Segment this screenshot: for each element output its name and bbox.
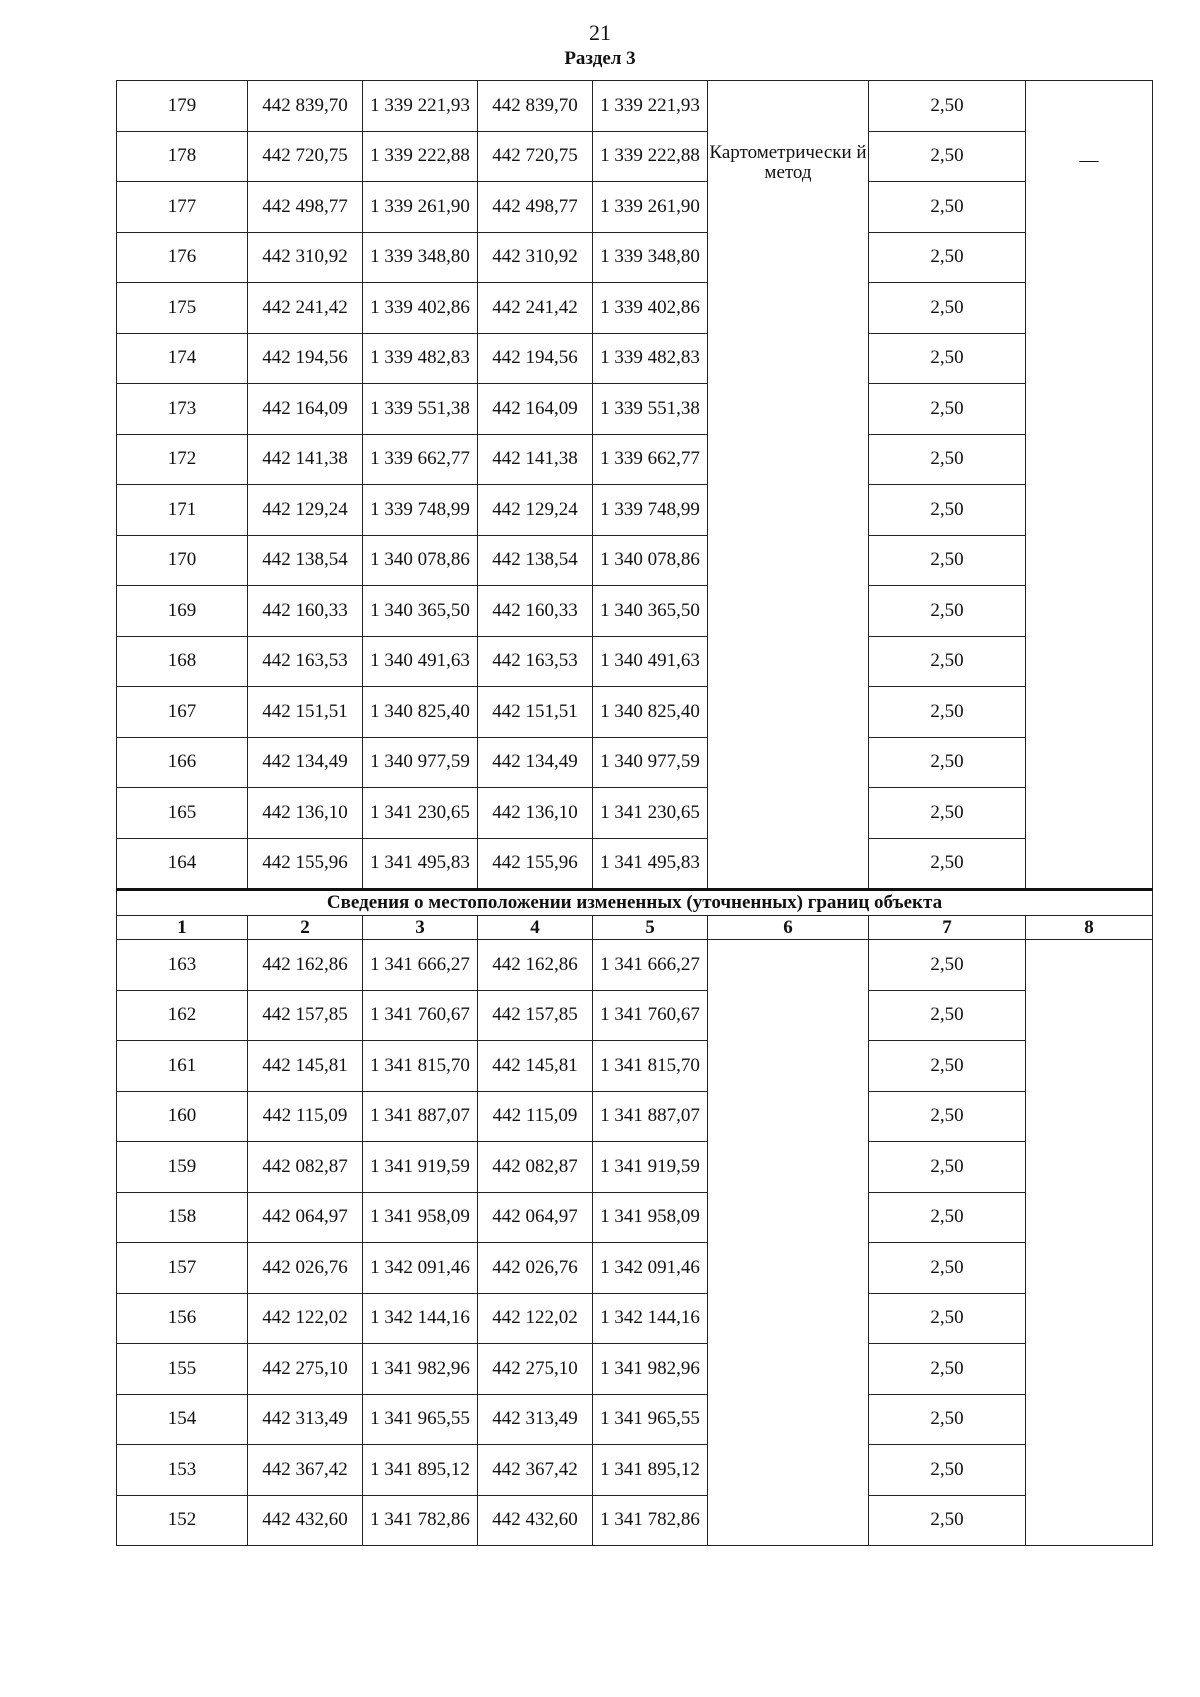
y-new-cell: 1 341 815,70 (593, 1041, 708, 1092)
x-old-cell: 442 064,97 (248, 1192, 363, 1243)
y-old-cell: 1 339 402,86 (363, 283, 478, 334)
accuracy-cell: 2,50 (869, 687, 1026, 738)
point-number-cell: 156 (117, 1293, 248, 1344)
accuracy-cell: 2,50 (869, 434, 1026, 485)
y-old-cell: 1 341 887,07 (363, 1091, 478, 1142)
caption-row (117, 890, 1153, 916)
section-title: Раздел 3 (564, 48, 636, 69)
y-old-cell: 1 339 222,88 (363, 131, 478, 182)
x-old-cell: 442 241,42 (248, 283, 363, 334)
table-row (117, 1142, 1153, 1193)
point-number-cell: 169 (117, 586, 248, 637)
table-row (117, 636, 1153, 687)
y-old-cell: 1 342 091,46 (363, 1243, 478, 1294)
y-old-cell: 1 341 666,27 (363, 940, 478, 991)
x-old-cell: 442 432,60 (248, 1495, 363, 1546)
y-old-cell: 1 341 895,12 (363, 1445, 478, 1496)
y-new-cell: 1 339 221,93 (593, 81, 708, 132)
table-row (117, 1445, 1153, 1496)
y-new-cell: 1 341 895,12 (593, 1445, 708, 1496)
point-number-cell: 162 (117, 990, 248, 1041)
y-old-cell: 1 340 078,86 (363, 535, 478, 586)
table-row (117, 788, 1153, 839)
accuracy-cell: 2,50 (869, 485, 1026, 536)
table-row (117, 1243, 1153, 1294)
point-number-cell: 158 (117, 1192, 248, 1243)
table-row (117, 1041, 1153, 1092)
y-new-cell: 1 342 144,16 (593, 1293, 708, 1344)
point-number-cell: 165 (117, 788, 248, 839)
point-number-cell: 170 (117, 535, 248, 586)
accuracy-cell: 2,50 (869, 535, 1026, 586)
x-new-cell: 442 313,49 (478, 1394, 593, 1445)
y-old-cell: 1 341 958,09 (363, 1192, 478, 1243)
x-old-cell: 442 367,42 (248, 1445, 363, 1496)
x-old-cell: 442 498,77 (248, 182, 363, 233)
x-old-cell: 442 151,51 (248, 687, 363, 738)
y-old-cell: 1 341 982,96 (363, 1344, 478, 1395)
accuracy-cell: 2,50 (869, 737, 1026, 788)
accuracy-cell: 2,50 (869, 1243, 1026, 1294)
top-rows (117, 81, 1153, 890)
table-row (117, 535, 1153, 586)
x-new-cell: 442 194,56 (478, 333, 593, 384)
y-new-cell: 1 341 230,65 (593, 788, 708, 839)
x-new-cell: 442 145,81 (478, 1041, 593, 1092)
point-number-cell: 178 (117, 131, 248, 182)
accuracy-cell: 2,50 (869, 1495, 1026, 1546)
table-row (117, 333, 1153, 384)
table-row (117, 586, 1153, 637)
x-old-cell: 442 134,49 (248, 737, 363, 788)
accuracy-cell: 2,50 (869, 990, 1026, 1041)
y-new-cell: 1 341 495,83 (593, 838, 708, 890)
accuracy-cell: 2,50 (869, 333, 1026, 384)
accuracy-cell: 2,50 (869, 940, 1026, 991)
column-number-row (117, 916, 1153, 940)
method-cell: Картометрически й метод (708, 81, 869, 890)
accuracy-cell: 2,50 (869, 1142, 1026, 1193)
x-new-cell: 442 136,10 (478, 788, 593, 839)
point-number-cell: 153 (117, 1445, 248, 1496)
y-new-cell: 1 341 782,86 (593, 1495, 708, 1546)
bottom-rows (117, 940, 1153, 1546)
column-number: 6 (708, 916, 869, 940)
y-old-cell: 1 341 815,70 (363, 1041, 478, 1092)
y-old-cell: 1 341 230,65 (363, 788, 478, 839)
description-cell-empty (1026, 940, 1153, 1546)
table-row (117, 990, 1153, 1041)
y-old-cell: 1 339 748,99 (363, 485, 478, 536)
point-number-cell: 177 (117, 182, 248, 233)
accuracy-cell: 2,50 (869, 1445, 1026, 1496)
y-new-cell: 1 341 666,27 (593, 940, 708, 991)
caption-section (117, 890, 1153, 940)
point-number-cell: 171 (117, 485, 248, 536)
y-old-cell: 1 339 662,77 (363, 434, 478, 485)
x-new-cell: 442 310,92 (478, 232, 593, 283)
table-row (117, 737, 1153, 788)
y-new-cell: 1 340 078,86 (593, 535, 708, 586)
y-new-cell: 1 341 965,55 (593, 1394, 708, 1445)
table-caption: Сведения о местоположении измененных (уточненных) границ объекта (117, 890, 1153, 916)
x-new-cell: 442 134,49 (478, 737, 593, 788)
description-cell: — (1026, 81, 1153, 890)
y-new-cell: 1 341 919,59 (593, 1142, 708, 1193)
y-new-cell: 1 340 977,59 (593, 737, 708, 788)
y-new-cell: 1 341 982,96 (593, 1344, 708, 1395)
table-row (117, 1344, 1153, 1395)
accuracy-cell: 2,50 (869, 1192, 1026, 1243)
accuracy-cell: 2,50 (869, 283, 1026, 334)
table-row (117, 687, 1153, 738)
accuracy-cell: 2,50 (869, 838, 1026, 890)
y-new-cell: 1 341 760,67 (593, 990, 708, 1041)
x-old-cell: 442 141,38 (248, 434, 363, 485)
x-old-cell: 442 145,81 (248, 1041, 363, 1092)
y-new-cell: 1 339 662,77 (593, 434, 708, 485)
point-number-cell: 167 (117, 687, 248, 738)
point-number-cell: 154 (117, 1394, 248, 1445)
point-number-cell: 175 (117, 283, 248, 334)
table-row (117, 81, 1153, 132)
y-old-cell: 1 340 825,40 (363, 687, 478, 738)
column-number: 2 (248, 916, 363, 940)
y-old-cell: 1 341 760,67 (363, 990, 478, 1041)
column-number: 8 (1026, 916, 1153, 940)
y-new-cell: 1 340 825,40 (593, 687, 708, 738)
y-old-cell: 1 340 491,63 (363, 636, 478, 687)
point-number-cell: 168 (117, 636, 248, 687)
y-old-cell: 1 339 482,83 (363, 333, 478, 384)
x-new-cell: 442 367,42 (478, 1445, 593, 1496)
table-row (117, 1394, 1153, 1445)
accuracy-cell: 2,50 (869, 232, 1026, 283)
y-new-cell: 1 341 958,09 (593, 1192, 708, 1243)
table-row (117, 1192, 1153, 1243)
y-old-cell: 1 339 261,90 (363, 182, 478, 233)
x-new-cell: 442 026,76 (478, 1243, 593, 1294)
y-new-cell: 1 339 261,90 (593, 182, 708, 233)
y-new-cell: 1 340 491,63 (593, 636, 708, 687)
table-row (117, 1293, 1153, 1344)
y-new-cell: 1 340 365,50 (593, 586, 708, 637)
y-old-cell: 1 341 919,59 (363, 1142, 478, 1193)
x-old-cell: 442 122,02 (248, 1293, 363, 1344)
accuracy-cell: 2,50 (869, 586, 1026, 637)
y-old-cell: 1 341 495,83 (363, 838, 478, 890)
y-new-cell: 1 339 482,83 (593, 333, 708, 384)
x-old-cell: 442 194,56 (248, 333, 363, 384)
accuracy-cell: 2,50 (869, 1091, 1026, 1142)
y-old-cell: 1 341 965,55 (363, 1394, 478, 1445)
x-old-cell: 442 138,54 (248, 535, 363, 586)
point-number-cell: 161 (117, 1041, 248, 1092)
point-number-cell: 172 (117, 434, 248, 485)
x-old-cell: 442 163,53 (248, 636, 363, 687)
table-row (117, 1495, 1153, 1546)
y-old-cell: 1 340 365,50 (363, 586, 478, 637)
point-number-cell: 157 (117, 1243, 248, 1294)
x-new-cell: 442 082,87 (478, 1142, 593, 1193)
accuracy-cell: 2,50 (869, 1394, 1026, 1445)
y-old-cell: 1 339 551,38 (363, 384, 478, 435)
x-new-cell: 442 432,60 (478, 1495, 593, 1546)
accuracy-cell: 2,50 (869, 788, 1026, 839)
y-old-cell: 1 339 221,93 (363, 81, 478, 132)
x-new-cell: 442 164,09 (478, 384, 593, 435)
point-number-cell: 166 (117, 737, 248, 788)
x-old-cell: 442 155,96 (248, 838, 363, 890)
y-new-cell: 1 339 748,99 (593, 485, 708, 536)
x-old-cell: 442 136,10 (248, 788, 363, 839)
y-old-cell: 1 342 144,16 (363, 1293, 478, 1344)
table-row (117, 283, 1153, 334)
accuracy-cell: 2,50 (869, 384, 1026, 435)
accuracy-cell: 2,50 (869, 182, 1026, 233)
x-old-cell: 442 026,76 (248, 1243, 363, 1294)
column-number: 5 (593, 916, 708, 940)
coordinates-table (116, 80, 1153, 1546)
x-new-cell: 442 241,42 (478, 283, 593, 334)
x-old-cell: 442 162,86 (248, 940, 363, 991)
column-number: 1 (117, 916, 248, 940)
y-old-cell: 1 341 782,86 (363, 1495, 478, 1546)
y-new-cell: 1 339 402,86 (593, 283, 708, 334)
x-new-cell: 442 155,96 (478, 838, 593, 890)
y-new-cell: 1 339 222,88 (593, 131, 708, 182)
x-old-cell: 442 157,85 (248, 990, 363, 1041)
y-new-cell: 1 339 551,38 (593, 384, 708, 435)
x-new-cell: 442 839,70 (478, 81, 593, 132)
table-row (117, 232, 1153, 283)
method-cell-empty (708, 940, 869, 1546)
x-new-cell: 442 129,24 (478, 485, 593, 536)
accuracy-cell: 2,50 (869, 1344, 1026, 1395)
x-old-cell: 442 115,09 (248, 1091, 363, 1142)
table-row (117, 182, 1153, 233)
x-new-cell: 442 151,51 (478, 687, 593, 738)
table-row (117, 1091, 1153, 1142)
point-number-cell: 152 (117, 1495, 248, 1546)
point-number-cell: 173 (117, 384, 248, 435)
accuracy-cell: 2,50 (869, 1041, 1026, 1092)
y-new-cell: 1 339 348,80 (593, 232, 708, 283)
x-old-cell: 442 164,09 (248, 384, 363, 435)
y-new-cell: 1 341 887,07 (593, 1091, 708, 1142)
y-old-cell: 1 340 977,59 (363, 737, 478, 788)
table-row (117, 838, 1153, 890)
point-number-cell: 159 (117, 1142, 248, 1193)
x-old-cell: 442 720,75 (248, 131, 363, 182)
x-new-cell: 442 115,09 (478, 1091, 593, 1142)
page-number: 21 (589, 20, 611, 45)
table-row (117, 434, 1153, 485)
point-number-cell: 176 (117, 232, 248, 283)
table-row (117, 131, 1153, 182)
accuracy-cell: 2,50 (869, 81, 1026, 132)
x-new-cell: 442 275,10 (478, 1344, 593, 1395)
accuracy-cell: 2,50 (869, 636, 1026, 687)
accuracy-cell: 2,50 (869, 1293, 1026, 1344)
column-number: 3 (363, 916, 478, 940)
x-old-cell: 442 082,87 (248, 1142, 363, 1193)
table-row (117, 384, 1153, 435)
column-number: 4 (478, 916, 593, 940)
column-number: 7 (869, 916, 1026, 940)
x-new-cell: 442 138,54 (478, 535, 593, 586)
x-old-cell: 442 160,33 (248, 586, 363, 637)
x-new-cell: 442 163,53 (478, 636, 593, 687)
point-number-cell: 155 (117, 1344, 248, 1395)
table-row (117, 485, 1153, 536)
point-number-cell: 174 (117, 333, 248, 384)
point-number-cell: 179 (117, 81, 248, 132)
y-new-cell: 1 342 091,46 (593, 1243, 708, 1294)
table-row (117, 940, 1153, 991)
x-new-cell: 442 064,97 (478, 1192, 593, 1243)
accuracy-cell: 2,50 (869, 131, 1026, 182)
point-number-cell: 160 (117, 1091, 248, 1142)
x-new-cell: 442 160,33 (478, 586, 593, 637)
point-number-cell: 163 (117, 940, 248, 991)
x-old-cell: 442 313,49 (248, 1394, 363, 1445)
x-new-cell: 442 157,85 (478, 990, 593, 1041)
x-new-cell: 442 141,38 (478, 434, 593, 485)
y-old-cell: 1 339 348,80 (363, 232, 478, 283)
point-number-cell: 164 (117, 838, 248, 890)
x-old-cell: 442 129,24 (248, 485, 363, 536)
x-old-cell: 442 310,92 (248, 232, 363, 283)
x-new-cell: 442 122,02 (478, 1293, 593, 1344)
x-new-cell: 442 498,77 (478, 182, 593, 233)
x-new-cell: 442 162,86 (478, 940, 593, 991)
x-old-cell: 442 839,70 (248, 81, 363, 132)
x-new-cell: 442 720,75 (478, 131, 593, 182)
x-old-cell: 442 275,10 (248, 1344, 363, 1395)
